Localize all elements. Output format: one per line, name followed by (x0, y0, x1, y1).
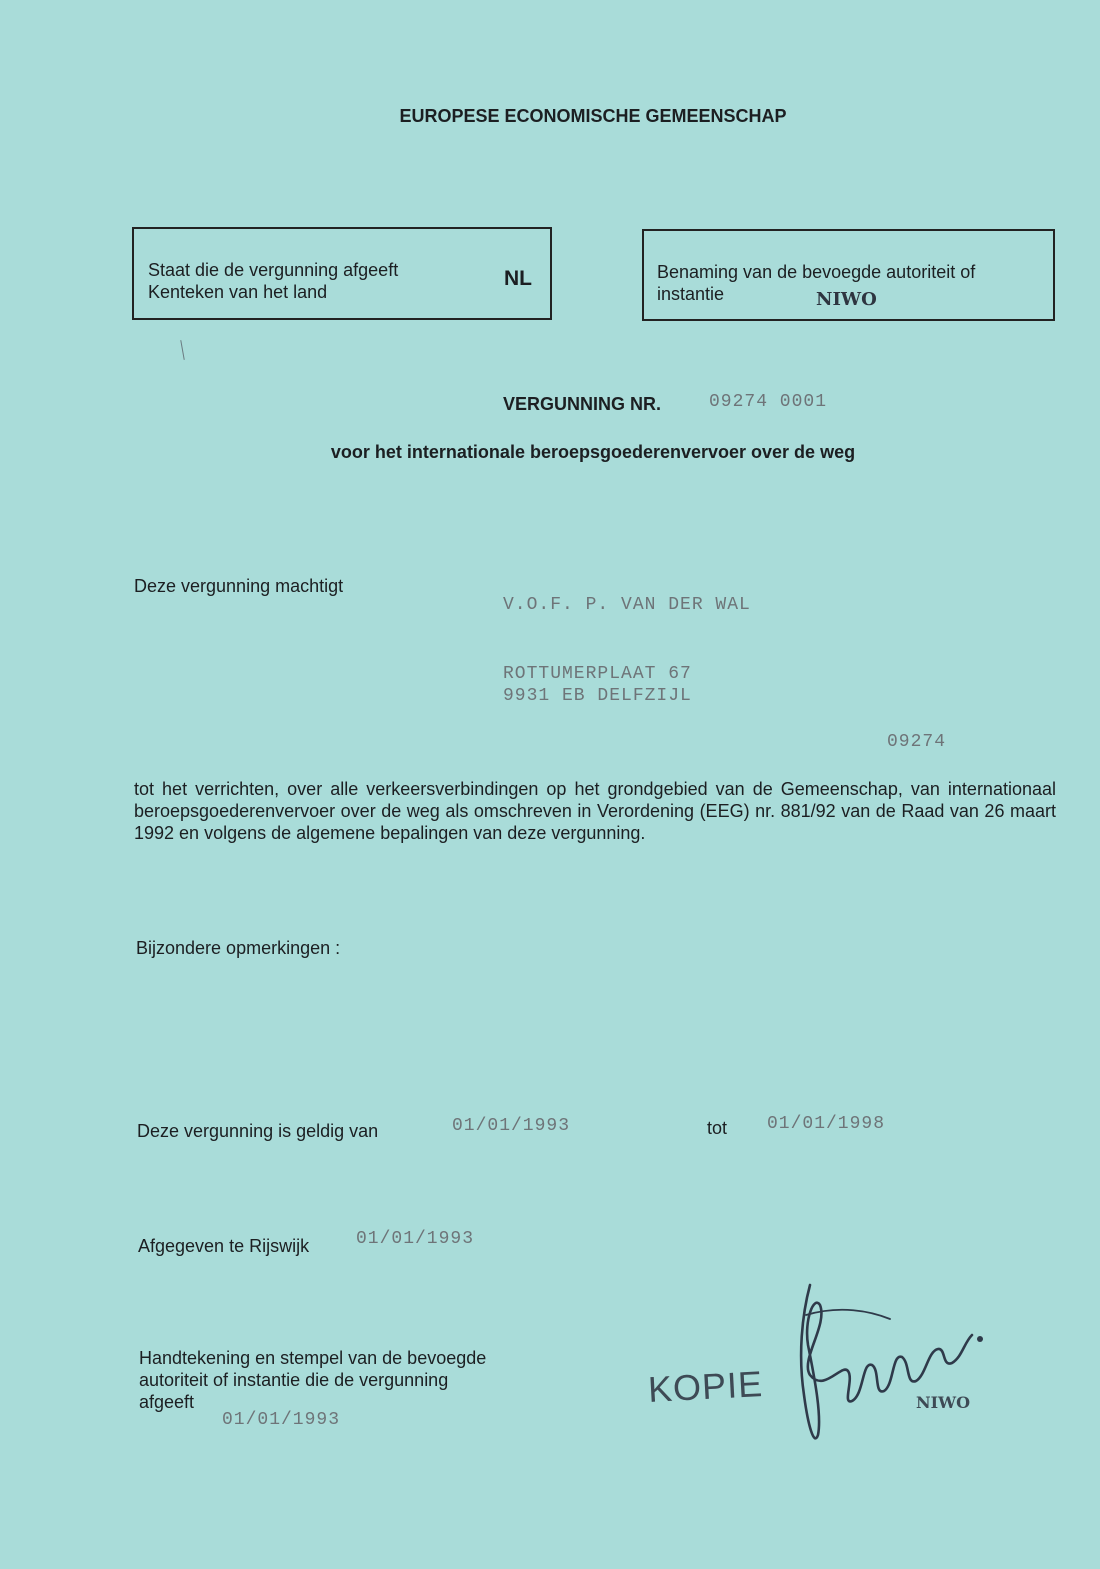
issued-date: 01/01/1993 (356, 1229, 475, 1249)
issuing-state-box (132, 227, 552, 320)
copy-stamp: KOPIE (646, 1363, 765, 1410)
signature-label-1: Handtekening en stempel van de bevoegde (139, 1348, 487, 1368)
remarks-label: Bijzondere opmerkingen : (136, 938, 341, 958)
holder-address-city: 9931 EB DELFZIJL (503, 686, 692, 706)
signature-date: 01/01/1993 (222, 1410, 341, 1430)
authority-label: Benaming van de bevoegde autoriteit of (657, 262, 976, 282)
authority-label-2: instantie (657, 284, 725, 304)
handwritten-signature (780, 1275, 990, 1450)
license-body-text: tot het verrichten, over alle verkeersverbindingen op het grondgebied van de Gemeenschap, van internationaal beroepsgoederenvervoer over de weg als omschreven in Verordening (EEG) nr. 881/92 van de Raad van 26 maart 1992 en volgens de algemene bepalingen van deze vergunning. (134, 779, 1056, 843)
license-number-value: 09274 0001 (709, 392, 828, 412)
issued-place-label: Afgegeven te Rijswijk (138, 1236, 310, 1256)
validity-label: Deze vergunning is geldig van (137, 1121, 379, 1141)
holder-label: Deze vergunning machtigt (134, 576, 344, 596)
signature-label-2: autoriteit of instantie die de vergunning (139, 1370, 449, 1390)
country-code-value: NL (504, 267, 532, 290)
license-number-label: VERGUNNING NR. (503, 394, 662, 414)
document-title: EUROPESE ECONOMISCHE GEMEENSCHAP (399, 106, 787, 126)
holder-code: 09274 (887, 732, 947, 752)
issuing-state-label: Staat die de vergunning afgeeft (148, 260, 399, 280)
signature-label-3: afgeeft (139, 1392, 195, 1412)
validity-from-date: 01/01/1993 (452, 1116, 571, 1136)
country-code-label: Kenteken van het land (148, 282, 328, 302)
holder-name: V.O.F. P. VAN DER WAL (503, 595, 751, 615)
validity-to-date: 01/01/1998 (767, 1114, 886, 1134)
authority-box (642, 229, 1055, 321)
authority-name-stamp: NIWO (816, 289, 877, 310)
license-subtitle: voor het internationale beroepsgoederenvervoer over de weg (330, 442, 856, 462)
validity-to-label: tot (707, 1118, 728, 1138)
pen-mark (180, 340, 184, 360)
holder-address-street: ROTTUMERPLAAT 67 (503, 664, 692, 684)
niwo-stamp: NIWO (916, 1393, 971, 1412)
